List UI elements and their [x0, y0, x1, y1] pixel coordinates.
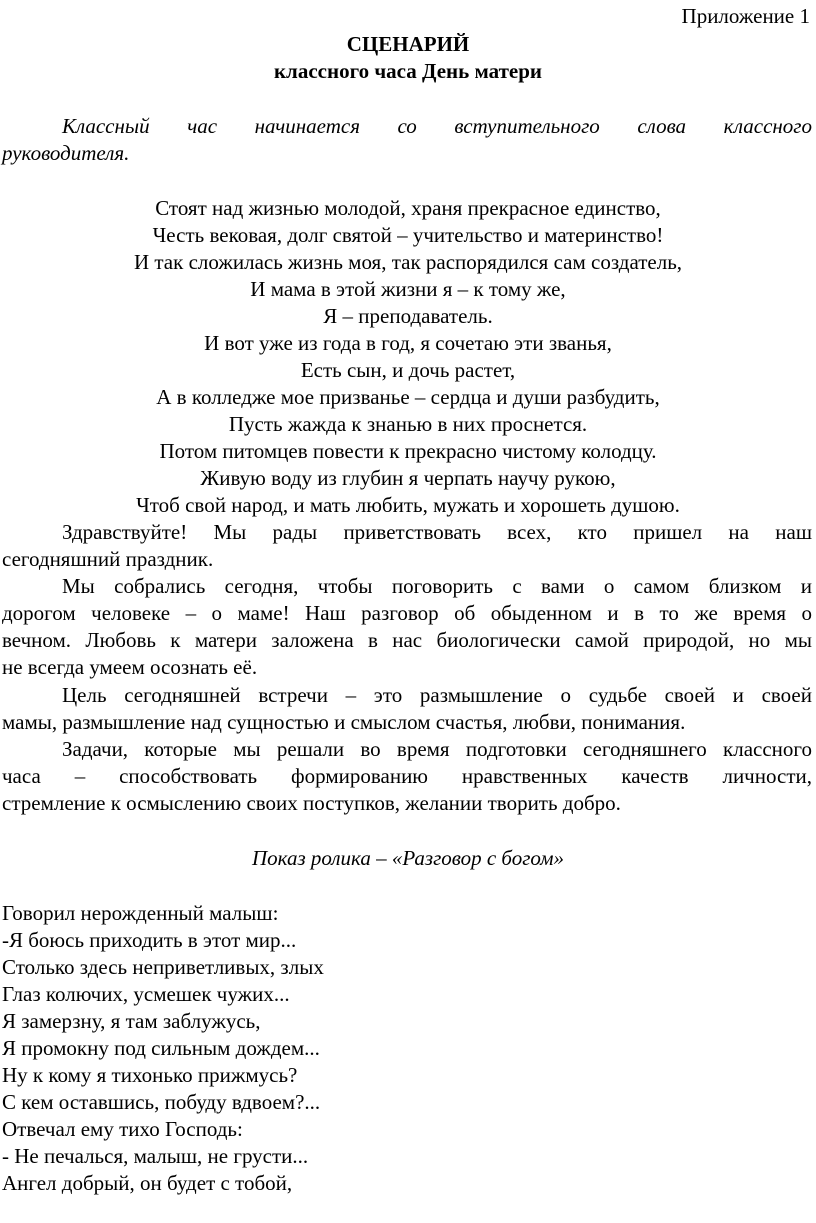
poem-line: Потом питомцев повести к прекрасно чистому колодцу. — [159, 439, 657, 463]
poem-line: Я – преподаватель. — [323, 304, 493, 328]
poem-line: -Я боюсь приходить в этот мир... — [2, 928, 297, 952]
poem-line: Отвечал ему тихо Господь: — [2, 1117, 243, 1141]
poem-line: Есть сын, и дочь растет, — [300, 358, 516, 382]
paragraph-line: стремление к осмыслению своих поступков, желании творить добро. — [2, 791, 621, 815]
paragraph-line: Мы собрались сегодня, чтобы поговорить с вами о самом близком и — [62, 574, 812, 598]
poem-line: Столько здесь неприветливых, злых — [2, 955, 324, 979]
poem-line: С кем оставшись, побуду вдвоем?... — [2, 1090, 321, 1114]
paragraph-line: дорогом человеке – о маме! Наш разговор об обыденном и в то же время о — [2, 601, 812, 625]
poem-line: Ну к кому я тихонько прижмусь? — [2, 1063, 298, 1087]
poem-line: И вот уже из года в год, я сочетаю эти званья, — [204, 331, 612, 355]
paragraph-line: сегодняшний праздник. — [2, 547, 214, 571]
intro-line: Классный час начинается со вступительного слова классного — [62, 114, 812, 138]
video-caption: Показ ролика – «Разговор с богом» — [252, 846, 564, 870]
appendix-label: Приложение 1 — [681, 4, 810, 28]
poem-line: И так сложилась жизнь моя, так распорядился сам создатель, — [133, 250, 683, 274]
poem-line: Стоят над жизнью молодой, храня прекрасное единство, — [155, 196, 661, 220]
poem-line: Я замерзну, я там заблужусь, — [2, 1009, 261, 1033]
poem-line: А в колледже мое призванье – сердца и души разбудить, — [156, 385, 660, 409]
poem-line: Ангел добрый, он будет с тобой, — [2, 1171, 293, 1195]
document-title: СЦЕНАРИЙ — [346, 32, 470, 56]
paragraph-line: мамы, размышление над сущностью и смыслом счастья, любви, понимания. — [2, 710, 686, 734]
paragraph-line: не всегда умеем осознать её. — [2, 655, 258, 679]
poem-line: Глаз колючих, усмешек чужих... — [2, 982, 290, 1006]
poem-line: Пусть жажда к знанью в них проснется. — [228, 412, 588, 436]
intro-line: руководителя. — [2, 141, 130, 165]
document-subtitle: классного часа День матери — [273, 59, 543, 83]
poem-line: Говорил нерожденный малыш: — [2, 901, 279, 925]
paragraph-line: Цель сегодняшней встречи – это размышление о судьбе своей и своей — [62, 683, 812, 707]
paragraph-line: Задачи, которые мы решали во время подготовки сегодняшнего классного — [62, 737, 812, 761]
poem-line: Я промокну под сильным дождем... — [2, 1036, 320, 1060]
paragraph-line: Здравствуйте! Мы рады приветствовать всех, кто пришел на наш — [62, 520, 812, 544]
paragraph-line: вечном. Любовь к матери заложена в нас биологически самой природой, но мы — [2, 628, 812, 652]
poem-line: Чтоб свой народ, и мать любить, мужать и хорошеть душою. — [136, 493, 680, 517]
paragraph-line: часа – способствовать формированию нравственных качеств личности, — [2, 764, 812, 788]
poem-line: Живую воду из глубин я черпать научу рукою, — [200, 466, 616, 490]
poem-line: - Не печалься, малыш, не грусти... — [2, 1144, 309, 1168]
poem-line: Честь вековая, долг святой – учительство и материнство! — [152, 223, 664, 247]
poem-line: И мама в этой жизни я – к тому же, — [250, 277, 566, 301]
